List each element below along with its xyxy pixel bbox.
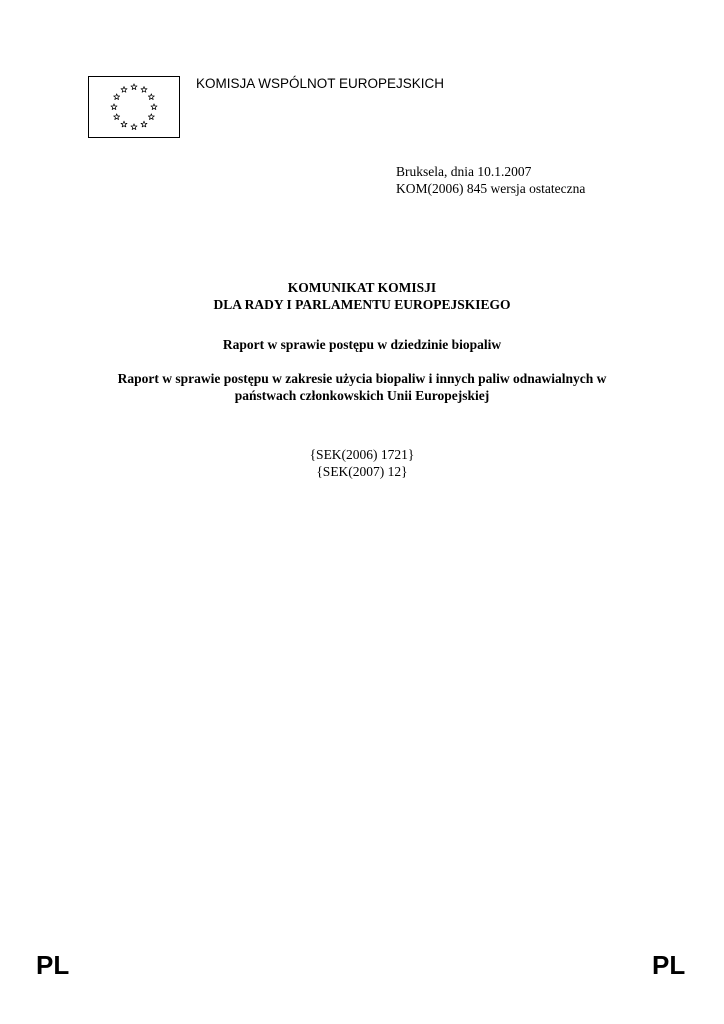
subtitle-2 xyxy=(60,370,664,404)
star-icon xyxy=(114,94,120,100)
star-icon xyxy=(131,84,137,90)
related-references xyxy=(60,446,664,480)
star-icon xyxy=(111,104,117,110)
language-code-left: PL xyxy=(36,950,70,980)
document-title xyxy=(60,279,664,313)
star-icon xyxy=(114,114,120,120)
star-icon xyxy=(148,94,154,100)
eu-flag-logo xyxy=(88,76,180,138)
title-line-2: DLA RADY I PARLAMENTU EUROPEJSKIEGO xyxy=(213,297,511,312)
language-code-right: PL xyxy=(652,950,686,980)
reference-2: {SEK(2007) 12} xyxy=(316,464,408,479)
star-icon xyxy=(141,86,147,92)
star-icon xyxy=(148,114,154,120)
subtitle-2-line-2: państwach członkowskich Unii Europejskiej xyxy=(234,388,490,403)
document-reference: KOM(2006) 845 wersja ostateczna xyxy=(396,181,586,196)
star-icon xyxy=(141,121,147,127)
star-icon xyxy=(151,104,157,110)
star-icon xyxy=(121,86,127,92)
document-meta xyxy=(396,163,585,197)
place-date: Bruksela, dnia 10.1.2007 xyxy=(396,164,532,179)
star-icon xyxy=(121,121,127,127)
subtitle-2-line-1: Raport w sprawie postępu w zakresie użycia biopaliw i innych paliw odnawialnych w xyxy=(117,371,607,386)
eu-flag-stars-icon xyxy=(89,77,179,137)
subtitle-1: Raport w sprawie postępu w dziedzinie biopaliw xyxy=(222,337,502,352)
reference-1: {SEK(2006) 1721} xyxy=(309,447,415,462)
institution-name: KOMISJA WSPÓLNOT EUROPEJSKICH xyxy=(196,76,445,91)
title-line-1: KOMUNIKAT KOMISJI xyxy=(287,280,437,295)
star-icon xyxy=(131,124,137,130)
